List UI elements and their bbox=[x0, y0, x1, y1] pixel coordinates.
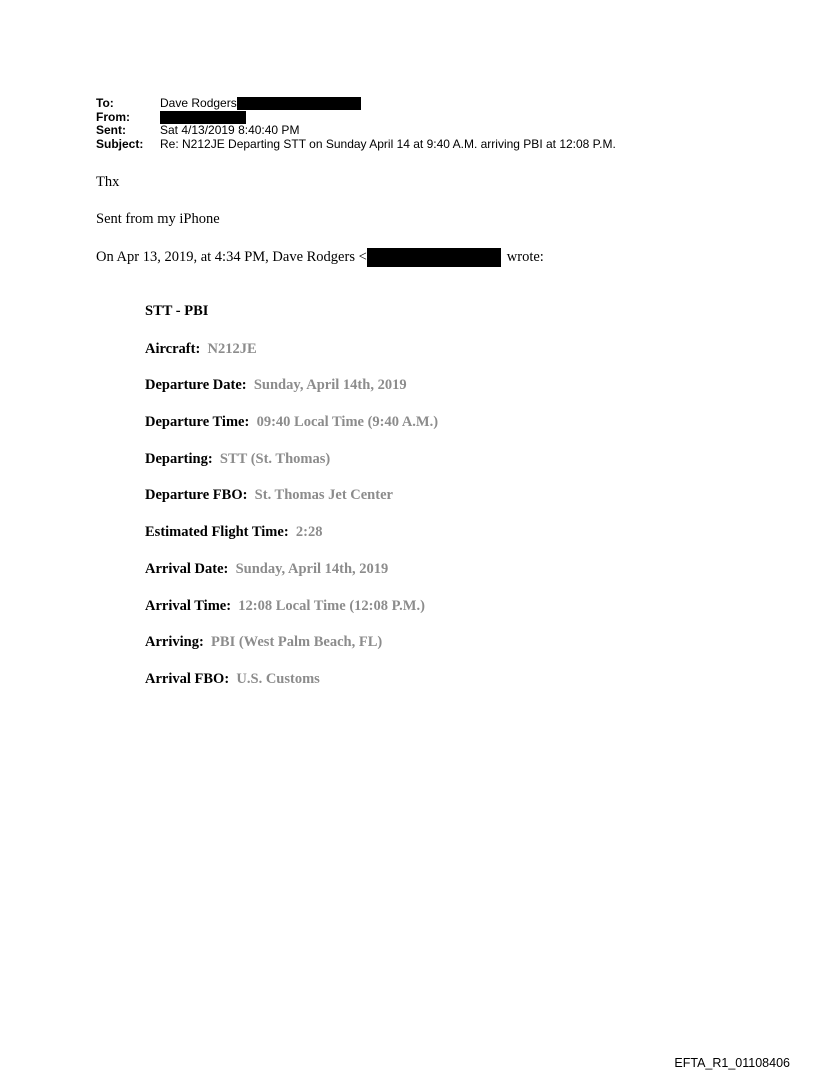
row-label: Aircraft: bbox=[145, 341, 201, 357]
quote-intro-suffix: wrote: bbox=[506, 248, 544, 265]
itinerary-row bbox=[145, 634, 382, 651]
itinerary-row bbox=[145, 524, 323, 541]
itinerary-row bbox=[145, 451, 330, 468]
subject-row bbox=[96, 138, 616, 152]
to-label: To: bbox=[96, 96, 114, 111]
row-label: Departing: bbox=[145, 451, 213, 467]
to-row bbox=[96, 97, 616, 111]
subject-value: Re: N212JE Departing STT on Sunday April 14 at 9:40 A.M. arriving PBI at 12:08 P.M. bbox=[160, 136, 616, 151]
redaction-block bbox=[160, 111, 246, 124]
quote-intro-prefix: On Apr 13, 2019, at 4:34 PM, Dave Rodgers < bbox=[96, 248, 367, 265]
row-value: N212JE bbox=[207, 341, 257, 357]
reply-text: Thx bbox=[96, 174, 120, 190]
quote-intro bbox=[96, 248, 544, 267]
row-value: U.S. Customs bbox=[236, 671, 320, 687]
itinerary-row bbox=[145, 561, 388, 578]
itinerary-row bbox=[145, 487, 393, 504]
itinerary-row bbox=[145, 414, 438, 431]
row-value: 2:28 bbox=[295, 524, 323, 540]
itinerary-row bbox=[145, 377, 407, 394]
row-value: PBI (West Palm Beach, FL) bbox=[211, 634, 383, 650]
from-row bbox=[96, 111, 616, 125]
from-label: From: bbox=[96, 109, 130, 124]
row-label: Arrival Date: bbox=[145, 561, 229, 577]
row-label: Departure Date: bbox=[145, 377, 247, 393]
row-label: Departure Time: bbox=[145, 414, 250, 430]
route-heading: STT - PBI bbox=[145, 303, 209, 319]
redaction-block bbox=[367, 248, 501, 267]
row-value: Sunday, April 14th, 2019 bbox=[253, 377, 407, 393]
row-value: STT (St. Thomas) bbox=[219, 451, 331, 467]
sent-label: Sent: bbox=[96, 123, 126, 138]
row-label: Estimated Flight Time: bbox=[145, 524, 289, 540]
itinerary-row bbox=[145, 671, 320, 688]
row-value: St. Thomas Jet Center bbox=[254, 487, 393, 503]
signature-text: Sent from my iPhone bbox=[96, 211, 220, 227]
email-header bbox=[96, 97, 616, 151]
row-value: 09:40 Local Time (9:40 A.M.) bbox=[256, 414, 439, 430]
itinerary-row bbox=[145, 341, 257, 358]
row-value: Sunday, April 14th, 2019 bbox=[235, 561, 389, 577]
itinerary-row bbox=[145, 598, 425, 615]
row-label: Arriving: bbox=[145, 634, 204, 650]
row-label: Arrival FBO: bbox=[145, 671, 230, 687]
row-label: Departure FBO: bbox=[145, 487, 248, 503]
subject-label: Subject: bbox=[96, 136, 144, 151]
sent-value: Sat 4/13/2019 8:40:40 PM bbox=[160, 123, 300, 138]
redaction-block bbox=[237, 97, 361, 110]
sent-row bbox=[96, 124, 616, 138]
document-id: EFTA_R1_01108406 bbox=[674, 1056, 790, 1070]
row-value: 12:08 Local Time (12:08 P.M.) bbox=[238, 598, 425, 614]
row-label: Arrival Time: bbox=[145, 598, 232, 614]
to-value: Dave Rodgers bbox=[160, 96, 237, 111]
